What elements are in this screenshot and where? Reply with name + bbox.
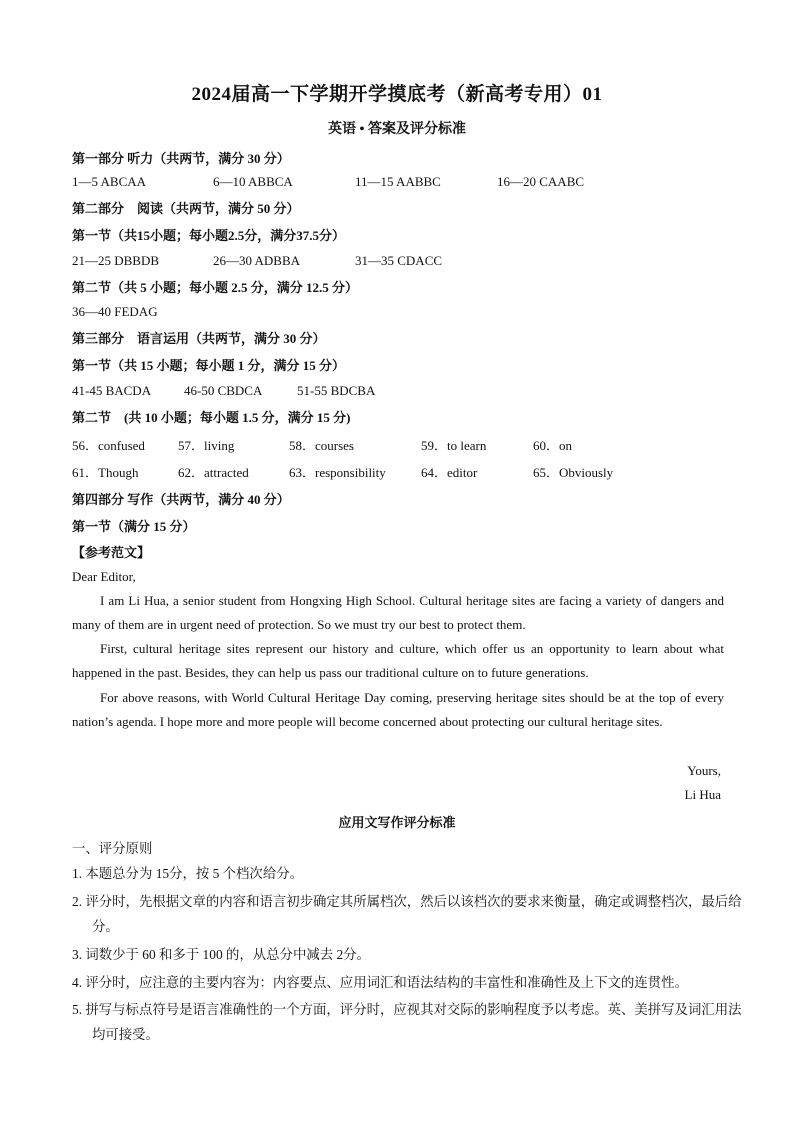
- answer-group: 46-50 CBDCA: [184, 383, 263, 398]
- criteria-rule: 4. 评分时，应注意的主要内容为：内容要点、应用词汇和语法结构的丰富性和准确性及上下文的连贯性。: [72, 975, 688, 990]
- letter-paragraph: For above reasons, with World Cultural Heritage Day coming, preserving heritage sites should be at the top of every nation’s agenda. I hope more and more people will become concerned about protecting our cultural heritage sites.: [72, 690, 724, 730]
- criteria-rule: 2. 评分时，先根据文章的内容和语言初步确定其所属档次，然后以该档次的要求来衡量，确定或调整档次，最后给分。: [72, 894, 742, 934]
- criteria-rule: 1. 本题总分为 15分，按 5 个档次给分。: [72, 866, 303, 881]
- letter-paragraph: I am Li Hua, a senior student from Hongxing High School. Cultural heritage sites are facing a variety of dangers and many of them are in urgent need of protection. So we must try our best to protect them.: [72, 593, 724, 633]
- part3-heading: 第三部分 语言运用（共两节，满分 30 分）: [72, 331, 326, 346]
- answer-item: 56．confused: [72, 438, 145, 453]
- answer-group: 51-55 BDCBA: [297, 383, 376, 398]
- part2-heading: 第二部分 阅读（共两节，满分 50 分）: [72, 201, 300, 216]
- criteria-rule: 3. 词数少于 60 和多于 100 的，从总分中减去 2分。: [72, 947, 370, 962]
- part4-heading: 第四部分 写作（共两节，满分 40 分）: [72, 492, 290, 507]
- part3-sec2-heading: 第二节 (共 10 小题；每小题 1.5 分，满分 15 分): [72, 410, 351, 425]
- answer-group: 16—20 CAABC: [497, 174, 585, 189]
- answer-group: 1—5 ABCAA: [72, 174, 147, 189]
- part1-heading: 第一部分 听力（共两节，满分 30 分）: [72, 151, 290, 166]
- part2-sec2-heading: 第二节（共 5 小题；每小题 2.5 分，满分 12.5 分）: [72, 280, 359, 295]
- answer-item: 63．responsibility: [289, 465, 386, 480]
- answer-group: 26—30 ADBBA: [213, 253, 301, 268]
- part2-sec1-heading: 第一节（共15小题；每小题2.5分，满分37.5分）: [72, 228, 346, 243]
- criteria-section: 一、评分原则: [72, 841, 153, 856]
- letter-paragraph: First, cultural heritage sites represent our history and culture, which offer us an opportunity to learn about what happened in the past. Besides, they can help us pass our traditional culture on to future generations.: [72, 641, 724, 681]
- answer-item: 58．courses: [289, 438, 354, 453]
- answer-item: 65．Obviously: [533, 465, 614, 480]
- answer-group: 36—40 FEDAG: [72, 304, 158, 319]
- answer-group: 41-45 BACDA: [72, 383, 152, 398]
- criteria-rule: 5. 拼写与标点符号是语言准确性的一个方面，评分时，应视其对交际的影响程度予以考虑。英、美拼写及词汇用法均可接受。: [72, 1002, 742, 1042]
- answer-group: 21—25 DBBDB: [72, 253, 160, 268]
- sample-label: 【参考范文】: [72, 545, 151, 560]
- letter-salutation: Dear Editor,: [72, 569, 136, 584]
- part4-sec1-heading: 第一节（满分 15 分）: [72, 519, 196, 534]
- letter-closing: Yours,: [687, 763, 721, 778]
- answer-group: 31—35 CDACC: [355, 253, 443, 268]
- page-title: 2024届高一下学期开学摸底考（新高考专用）01: [191, 84, 603, 105]
- answer-item: 59．to learn: [421, 438, 487, 453]
- answer-item: 64．editor: [421, 465, 478, 480]
- answer-item: 62．attracted: [178, 465, 249, 480]
- answer-item: 57．living: [178, 438, 235, 453]
- part3-sec1-heading: 第一节（共 15 小题；每小题 1 分，满分 15 分）: [72, 358, 346, 373]
- criteria-heading: 应用文写作评分标准: [338, 815, 456, 830]
- letter-signature: Li Hua: [684, 787, 721, 802]
- page-subtitle: 英语 • 答案及评分标准: [328, 122, 466, 137]
- answer-item: 60．on: [533, 438, 573, 453]
- answer-group: 6—10 ABBCA: [213, 174, 293, 189]
- answer-group: 11—15 AABBC: [355, 174, 441, 189]
- answer-item: 61．Though: [72, 465, 139, 480]
